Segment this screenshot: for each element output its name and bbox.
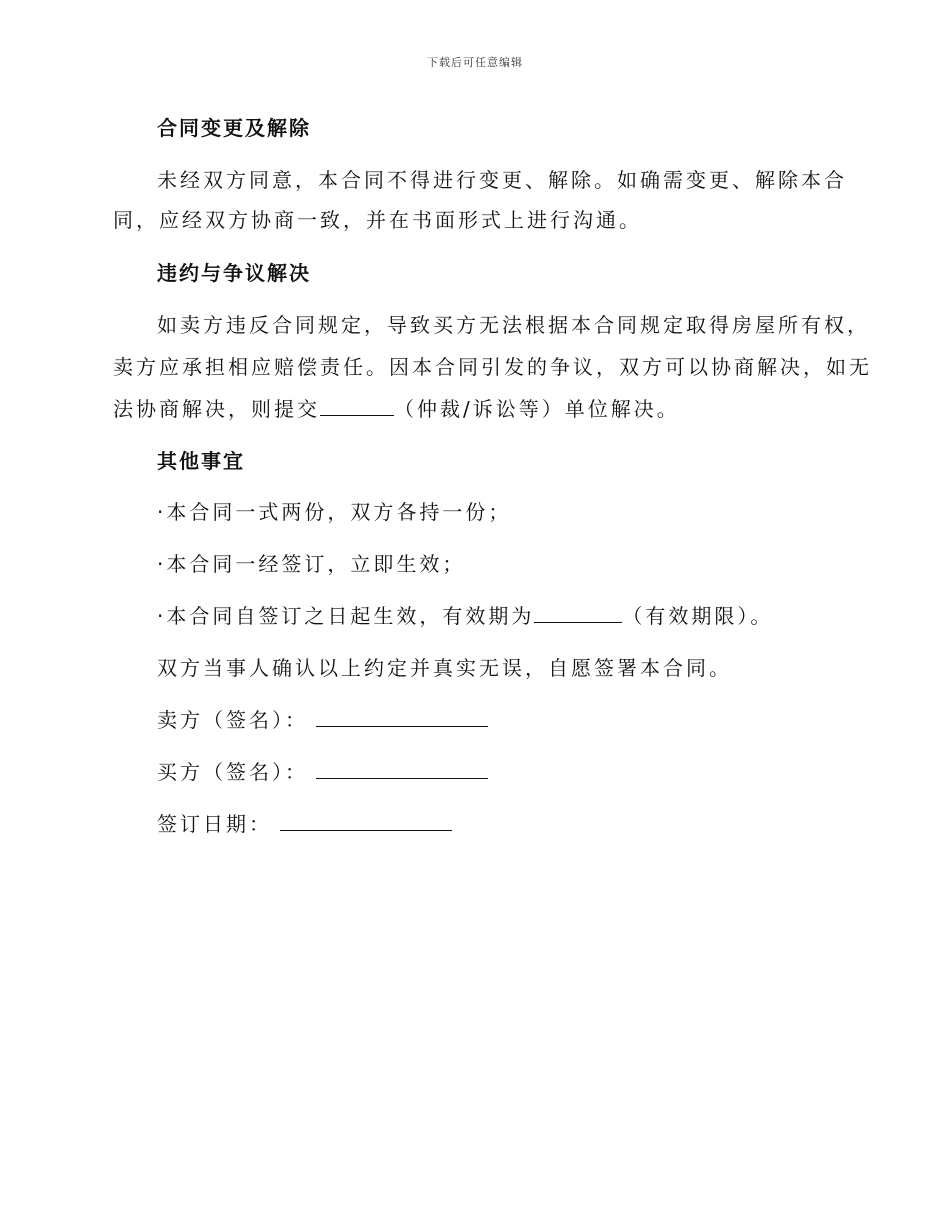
- buyer-signature-field[interactable]: [316, 758, 488, 779]
- change-paragraph-line-2: 同，应经双方协商一致，并在书面形式上进行沟通。: [113, 208, 642, 232]
- dispute-paragraph-line-2: 卖方应承担相应赔偿责任。因本合同引发的争议，双方可以协商解决，如无: [113, 355, 872, 379]
- validity-period-blank-field[interactable]: [534, 602, 622, 623]
- dispute-paragraph-line-3: [113, 395, 680, 423]
- other-bullet-2: ·本合同一经签订，立即生效；: [157, 552, 466, 576]
- other-bullet-1: ·本合同一式两份，双方各持一份；: [157, 500, 512, 524]
- section-heading-other: 其他事宜: [157, 449, 245, 473]
- dispute-line-3-before: 法协商解决，则提交: [113, 397, 320, 421]
- other-bullet-3: [157, 602, 773, 630]
- section-heading-dispute: 违约与争议解决: [157, 261, 311, 285]
- header-note: 下载后可任意编辑: [427, 56, 523, 69]
- confirmation-statement: 双方当事人确认以上约定并真实无误，自愿签署本合同。: [157, 656, 732, 680]
- bullet-3-before: ·本合同自签订之日起生效，有效期为: [157, 604, 535, 628]
- change-paragraph-line-1: 未经双方同意，本合同不得进行变更、解除。如确需变更、解除本合: [157, 168, 847, 192]
- sign-date-row: [157, 810, 452, 838]
- bullet-3-after: （有效期限）。: [622, 604, 774, 628]
- sign-date-field[interactable]: [280, 810, 452, 831]
- dispute-paragraph-line-1: 如卖方违反合同规定，导致买方无法根据本合同规定取得房屋所有权，: [157, 313, 870, 337]
- seller-signature-row: [157, 706, 488, 734]
- buyer-signature-label: 买方（签名）：: [157, 760, 308, 784]
- dispute-line-3-after: （仲裁/诉讼等）单位解决。: [394, 397, 680, 421]
- seller-signature-field[interactable]: [316, 706, 488, 727]
- seller-signature-label: 卖方（签名）：: [157, 708, 308, 732]
- arbitration-blank-field[interactable]: [320, 395, 394, 416]
- section-heading-change: 合同变更及解除: [157, 116, 311, 140]
- sign-date-label: 签订日期：: [157, 812, 272, 836]
- buyer-signature-row: [157, 758, 488, 786]
